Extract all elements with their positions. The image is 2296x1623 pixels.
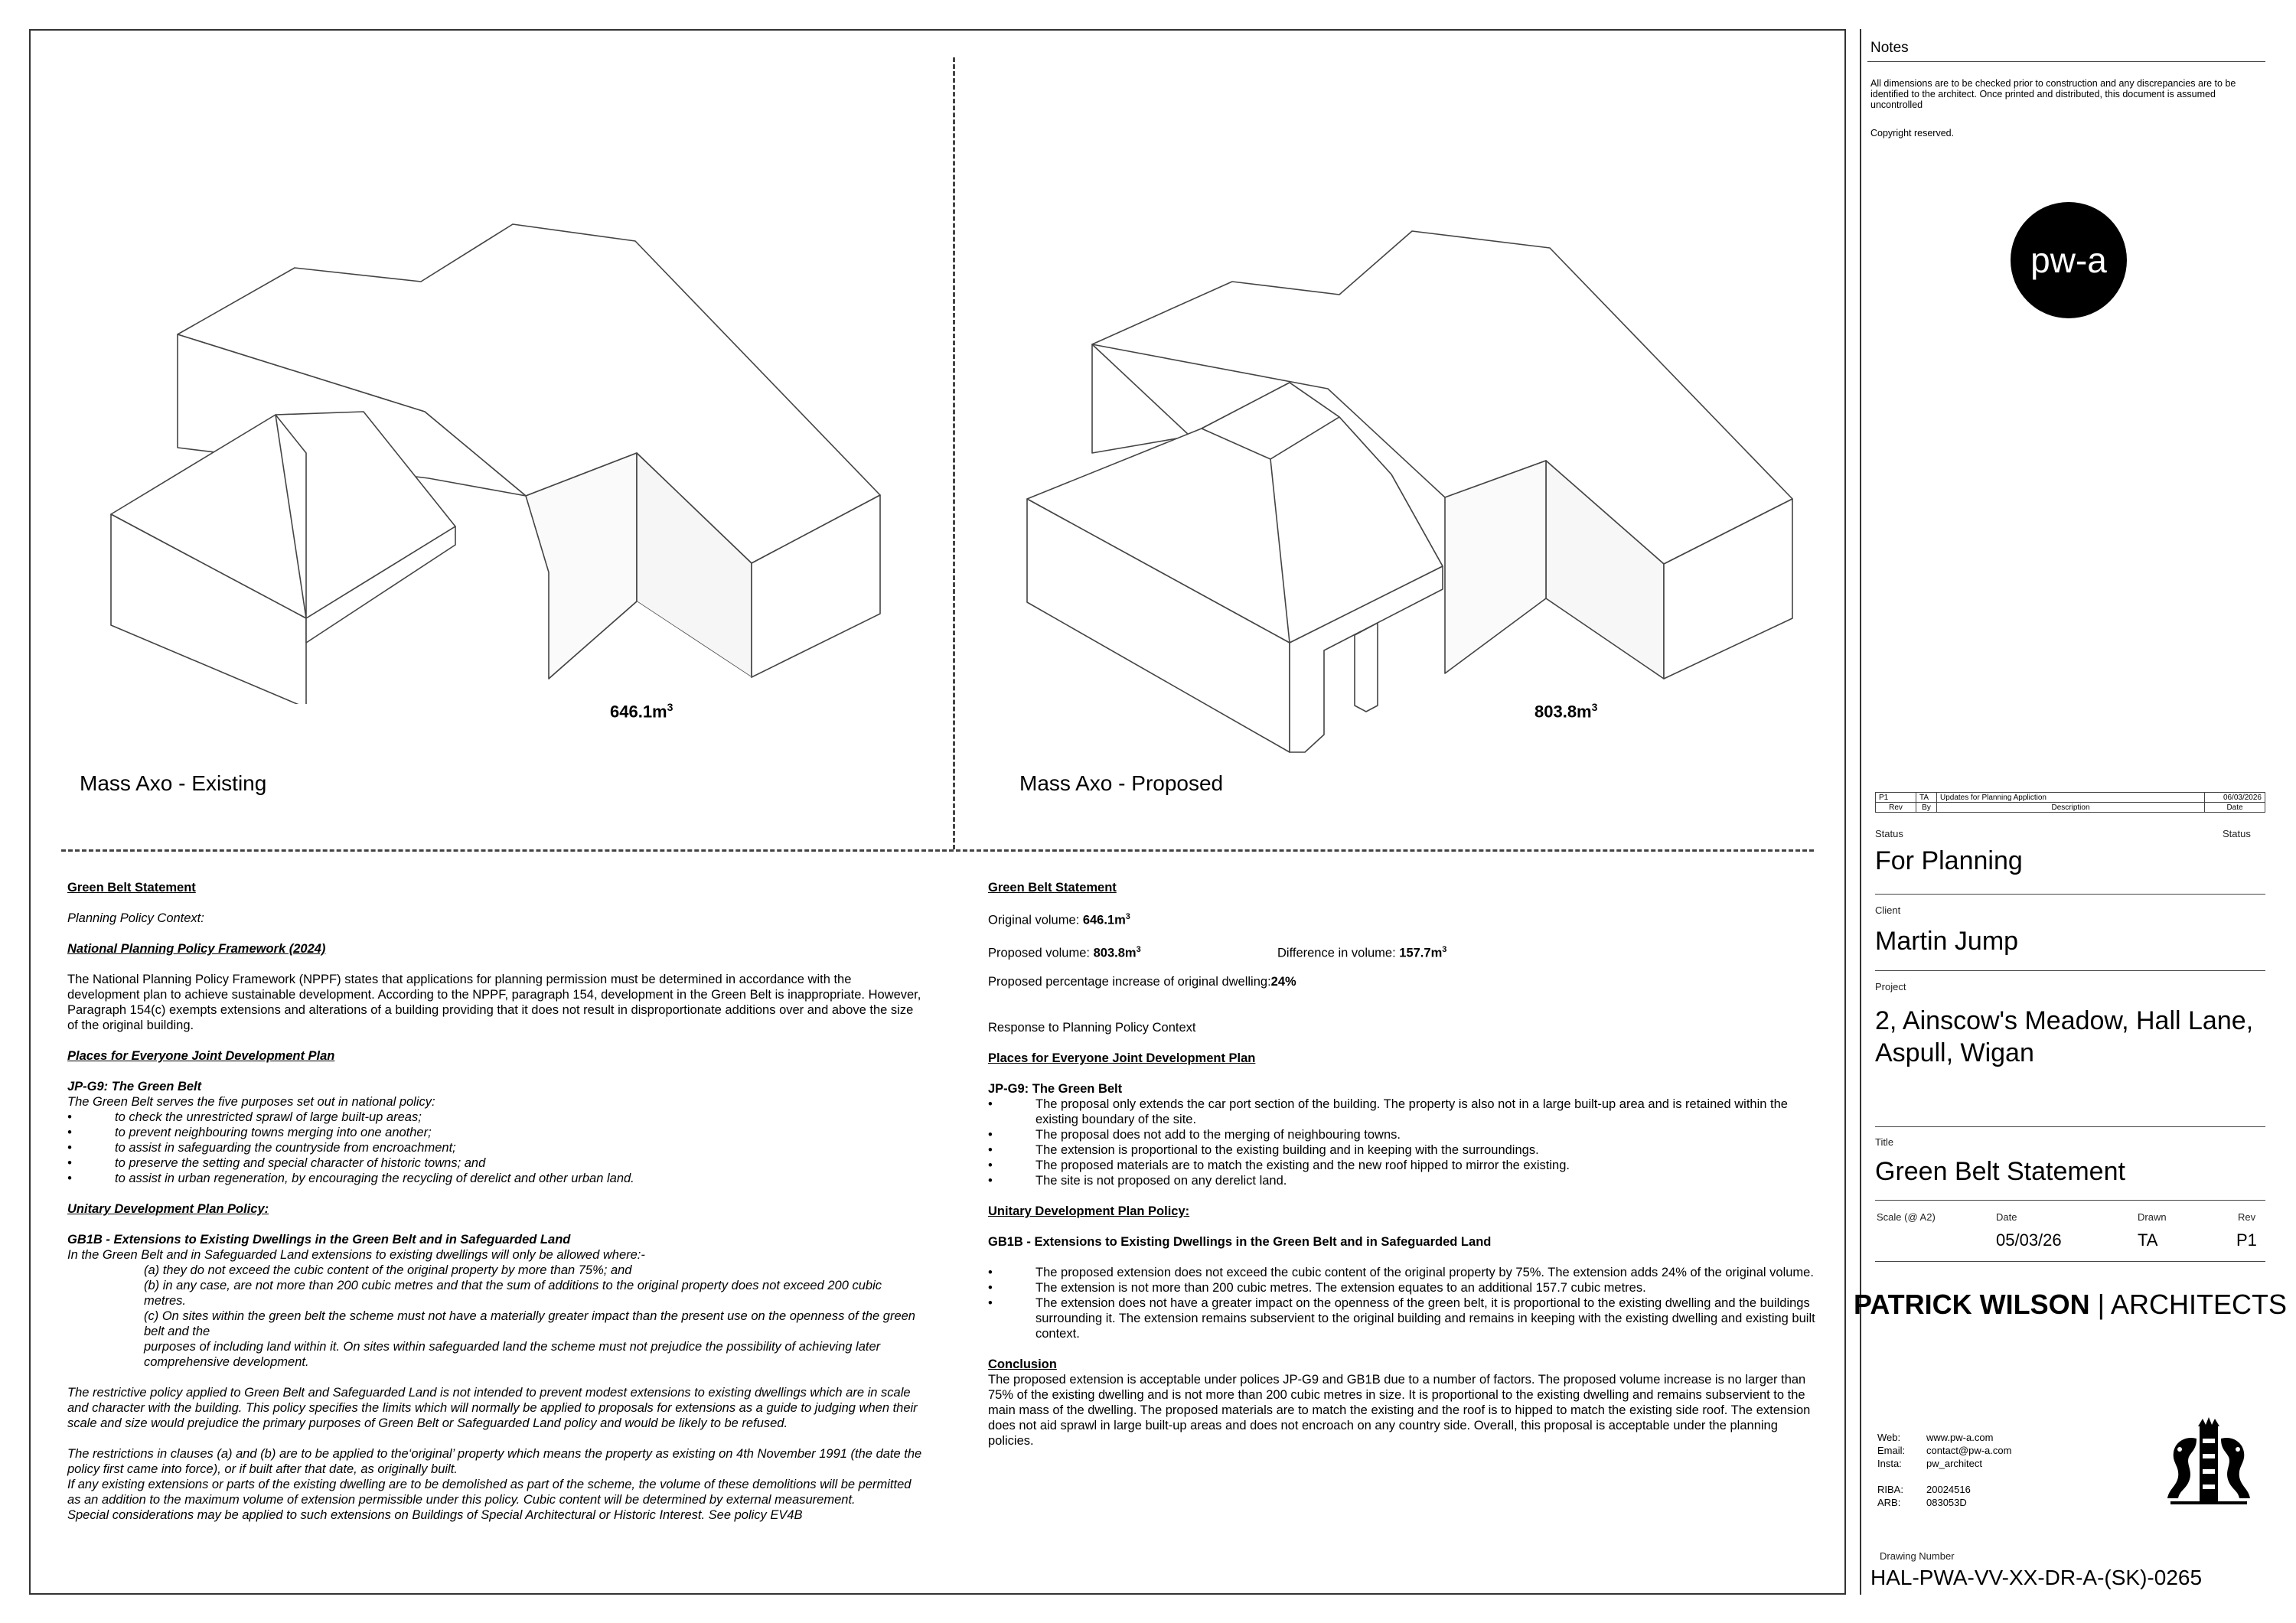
rule [1875,1200,2265,1201]
percentage-line: Proposed percentage increase of original dwelling:24% [988,975,1296,989]
table-row: P1 TA Updates for Planning Appliction 06/03/2026 [1876,793,2265,803]
copyright: Copyright reserved. [1870,128,1955,139]
axo-proposed-drawing [1018,222,1821,758]
rev-label: Rev [2238,1211,2256,1223]
list-item: • The proposal only extends the car port section of the building. The property is also not in a large built-up area and is retained within the existing boundary of the site. [988,1097,1788,1126]
scale-label: Scale (@ A2) [1877,1211,1936,1223]
gb1b-heading: GB1B - Extensions to Existing Dwellings in the Green Belt and in Safeguarded Land [67,1233,571,1247]
drawn-value: TA [2138,1230,2158,1250]
gb1b-b: (b) in any case, are not more than 200 cubic metres and that the sum of additions to the original property does not exceed 200 cubic metres. [144,1279,882,1308]
right-heading: Green Belt Statement [988,881,1117,895]
revision-table [1875,792,2265,813]
list-item: • to assist in safeguarding the countryside from encroachment; [67,1141,456,1155]
gb1b-c2: purposes of including land within it. On sites within safeguarded land the scheme must not prejudice the possibility of achieving later comprehensive development. [144,1340,881,1369]
title-label: Title [1875,1136,1894,1148]
status-label: Status [1875,828,1903,839]
table-row: Rev By Description Date [1876,803,2265,813]
list-item: • to prevent neighbouring towns merging into one another; [67,1126,432,1139]
notes-rule [1867,61,2265,62]
para-3: If any existing extensions or parts of the existing dwelling are to be demolished as part of the scheme, the volume of these demolitions will be permitted as an addition to the maximum volume of extension permissible under this policy. Cubic content will be determined by external measurement. [67,1478,912,1507]
right-pfe-heading: Places for Everyone Joint Development Plan [988,1051,1256,1065]
jpg9-intro: The Green Belt serves the five purposes set out in national policy: [67,1095,435,1109]
list-item: • The extension is not more than 200 cubic metres. The extension equates to an additional 157.7 cubic metres. [988,1281,1646,1295]
conclusion-body: The proposed extension is acceptable under polices JP-G9 and GB1B due to a number of factors. The proposed volume increase is no larger than 75% of the existing dwelling and is not more than 200 cubic metres in size. It is proportional to the existing dwelling and remains subservient to the main mass of the dwelling. The proposed materials are to match the existing and the roof is to hipped to match the existing side roof. The extension does not aid sprawl in large built-up areas and does not encroach on any country side. Overall, this proposal is acceptable under the planning policies. [988,1373,1811,1448]
jpg9-heading: JP-G9: The Green Belt [67,1080,202,1093]
firm-name: PATRICK WILSON | ARCHITECTS [1854,1289,2288,1320]
list-item: • The site is not proposed on any derelict land. [988,1174,1287,1188]
policy-context: Planning Policy Context: [67,911,204,925]
status-label-right: Status [2223,828,2251,839]
right-udp-heading: Unitary Development Plan Policy: [988,1204,1190,1218]
existing-volume: $646.1m^3$ [610,701,673,722]
left-heading: Green Belt Statement [67,881,196,895]
drawing-number-label: Drawing Number [1880,1550,1955,1562]
para-2: The restrictions in clauses (a) and (b) are to be applied to the‘original’ property which means the property as existing on 4th November 1991 (the date the policy first came into force), or if built after that date, as originally built. [67,1447,922,1476]
client-label: Client [1875,904,1901,916]
rev-value: P1 [2236,1230,2257,1250]
notes-heading: Notes [1870,40,1909,56]
pfe-heading: Places for Everyone Joint Development Plan [67,1049,335,1063]
right-jpg9-heading: JP-G9: The Green Belt [988,1082,1123,1096]
list-item: • The proposed extension does not exceed the cubic content of the original property by 75%. The extension adds 24% of the original volume. [988,1266,1814,1279]
list-item: • The extension does not have a greater impact on the openness of the green belt, it is proportional to the existing dwelling and the buildings surrounding it. The extension remains subservient to the original building and remains in keeping with the existing dwelling and existing built context. [988,1296,1815,1341]
list-item: • The proposal does not add to the merging of neighbouring towns. [988,1128,1401,1142]
nppf-heading: National Planning Policy Framework (2024) [67,942,326,956]
divider-horizontal [61,849,1814,852]
rule [1875,970,2265,971]
list-item: • to check the unrestricted sprawl of large built-up areas; [67,1110,422,1124]
response-heading: Response to Planning Policy Context [988,1021,1196,1035]
email-link[interactable]: contact@pw-a.com [1926,1445,2012,1456]
drawing-number: HAL-PWA-VV-XX-DR-A-(SK)-0265 [1870,1566,2203,1589]
list-item: • The extension is proportional to the existing building and in keeping with the surroundings. [988,1143,1539,1157]
nppf-body: The National Planning Policy Framework (NPPF) states that applications for planning permission must be determined in accordance with the development plan to achieve sustainable development. According to the NPPF, paragraph 154, development in the Green Belt is inappropriate. However, Paragraph 154(c) exempts extensions and alterations of a building providing that it does not result in disproportionate additions over and above the size of the original building. [67,973,921,1032]
proposed-volume-line: Proposed volume: $803.8m^3$ Difference in volume: $157.7m^3$ [988,944,1447,960]
udp-heading: Unitary Development Plan Policy: [67,1202,269,1216]
list-item: • The proposed materials are to match the existing and the new roof hipped to mirror the existing. [988,1159,1570,1172]
para-1: The restrictive policy applied to Green Belt and Safeguarded Land is not intended to prevent modest extensions to existing dwellings which are in scale and character with the building. This policy specifies the limits which will normally be applied to proposals for extensions as a guide to judging when their scale and size would prejudice the primary purposes of Green Belt or Safeguarded Land policy and would be likely to be refused. [67,1386,918,1430]
proposed-volume: $803.8m^3$ [1534,701,1598,722]
right-statement [988,880,1822,1449]
project-value: 2, Ainscow's Meadow, Hall Lane, Aspull, Wigan [1875,1006,2254,1067]
web-link[interactable]: www.pw-a.com [1926,1432,1994,1443]
rule [1875,894,2265,895]
gb1b-c1: (c) On sites within the green belt the scheme must not have a materially greater impact than the present use on the openness of the green belt and the [144,1309,915,1338]
gb1b-a: (a) they do not exceed the cubic content of the original property by more than 75%; and [144,1263,632,1277]
original-volume-line: Original volume: $646.1m^3$ [988,912,1130,927]
list-item: • to preserve the setting and special character of historic towns; and [67,1156,486,1170]
project-label: Project [1875,981,1906,992]
axo-existing-drawing [99,214,903,704]
para-4: Special considerations may be applied to such extensions on Buildings of Special Architectural or Historic Interest. See policy EV4B [67,1508,803,1522]
proposed-label: Mass Axo - Proposed [1019,771,1224,795]
rule [1875,1126,2265,1127]
status-value: For Planning [1875,846,2023,875]
existing-label: Mass Axo - Existing [80,771,267,795]
title-value: Green Belt Statement [1875,1157,2125,1186]
gb1b-intro: In the Green Belt and in Safeguarded Land extensions to existing dwellings will only be allowed where:- [67,1248,645,1262]
divider-vertical [953,57,955,849]
insta-link[interactable]: pw_architect [1926,1458,1982,1469]
left-statement [67,880,925,1523]
heraldic-emblem-icon [2163,1416,2255,1507]
right-gb1b-heading: GB1B - Extensions to Existing Dwellings in the Green Belt and in Safeguarded Land [988,1235,1492,1249]
contact-details: Web: www.pw-a.com Email: contact@pw-a.com Insta: pw_architect RIBA: 20024516 ARB: 083053D [1877,1432,2012,1508]
list-item: • to assist in urban regeneration, by encouraging the recycling of derelict and other urban land. [67,1172,634,1185]
conclusion-heading: Conclusion [988,1357,1057,1371]
date-label: Date [1996,1211,2017,1223]
rule [1875,1261,2265,1262]
drawn-label: Drawn [2138,1211,2167,1223]
notes-body: All dimensions are to be checked prior to construction and any discrepancies are to be identified to the architect. Once printed and distributed, this document is assumed uncontrolled [1870,78,2236,110]
pw-a-logo: pw-a [2011,202,2127,318]
date-value: 05/03/26 [1996,1230,2062,1250]
client-value: Martin Jump [1875,927,2019,956]
